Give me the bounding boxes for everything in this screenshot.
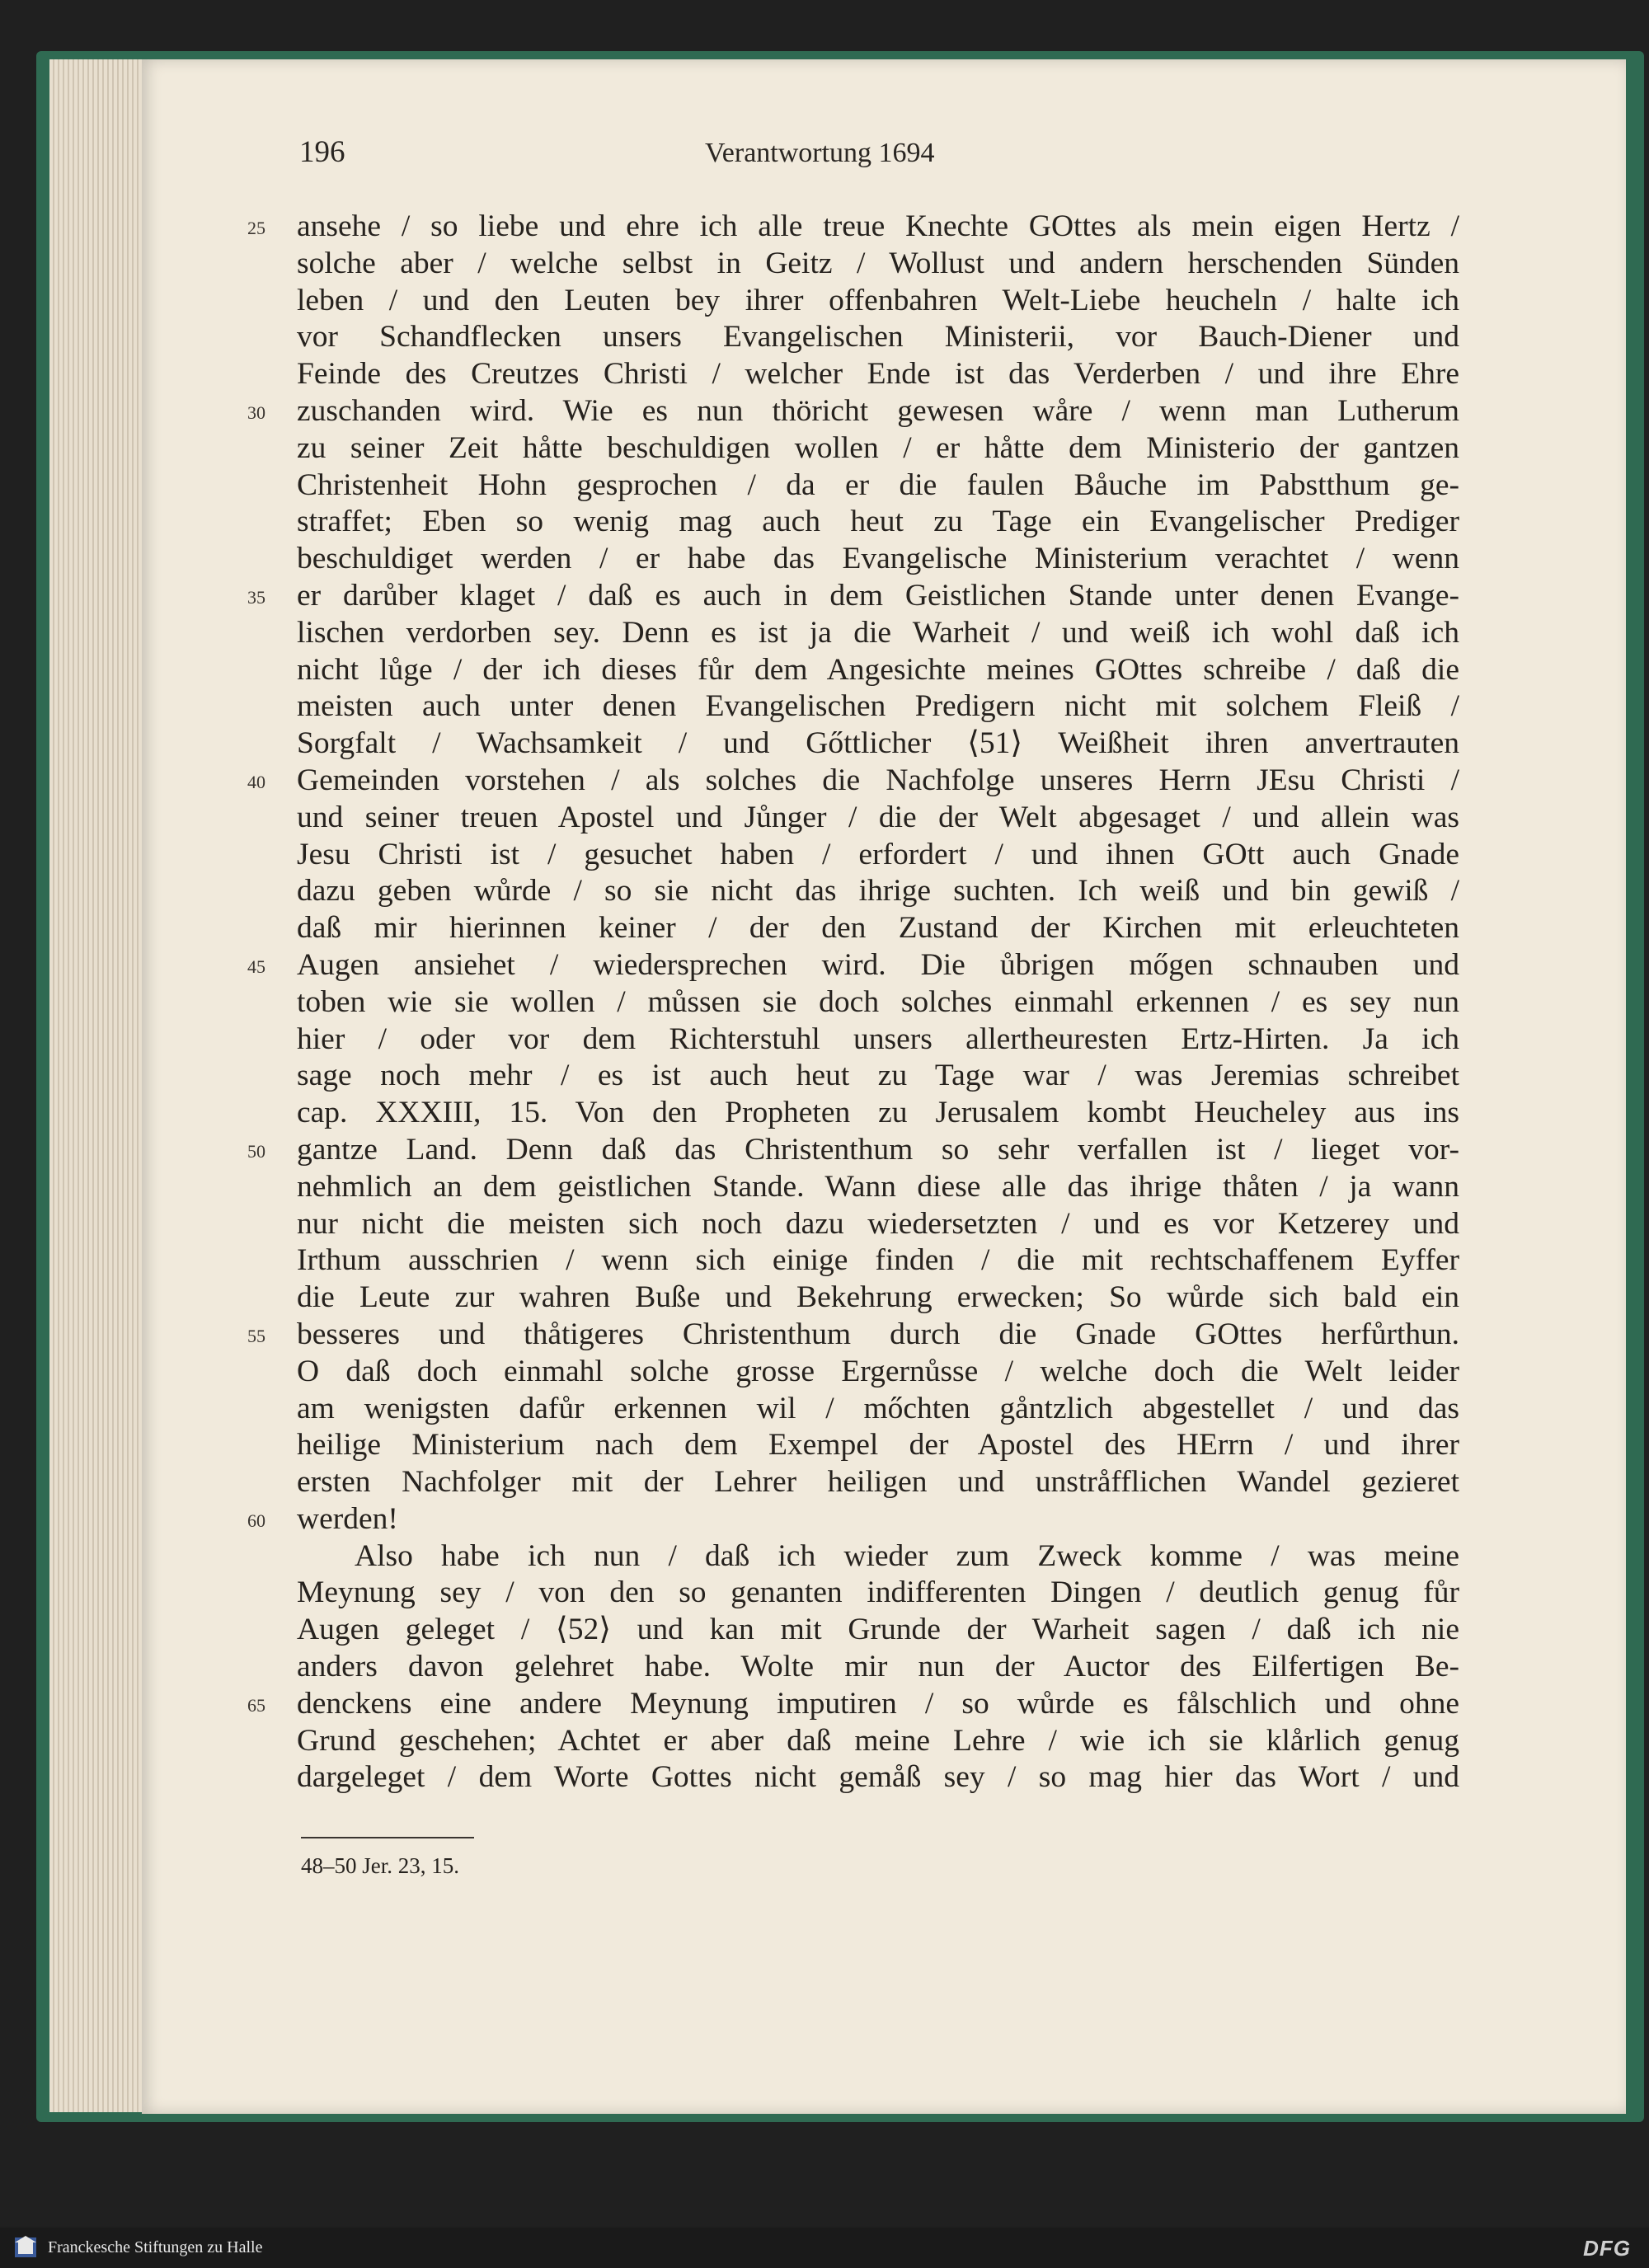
line-text: am wenigsten dafůr erkennen wil / mőchten gåntzlich abgestellet / und das (297, 1391, 1459, 1425)
text-line (297, 1058, 1459, 1095)
line-text: werden! (297, 1501, 398, 1536)
line-text: Gemeinden vorstehen / als solches die Nachfolge unseres Herrn JEsu Christi / (297, 763, 1459, 797)
institution-name: Franckesche Stiftungen zu Halle (48, 2238, 263, 2256)
page-header (0, 134, 1649, 184)
text-line (297, 837, 1459, 874)
line-text: besseres und thåtigeres Christenthum durch die Gnade GOttes herfůrthun. (297, 1317, 1459, 1351)
text-line (297, 800, 1459, 837)
line-text: vor Schandflecken unsers Evangelischen Ministerii, vor Bauch-Diener und (297, 320, 1459, 355)
line-text: anders davon gelehret habe. Wolte mir nun der Auctor des Eilfertigen Be- (297, 1650, 1459, 1684)
text-line (247, 763, 1459, 800)
line-text: cap. XXXIII, 15. Von den Propheten zu Jerusalem kombt Heucheley aus ins (297, 1096, 1459, 1130)
text-line (297, 1649, 1459, 1686)
text-line (297, 1464, 1459, 1501)
text-line (297, 467, 1459, 505)
line-number: 55 (247, 1325, 265, 1346)
line-text: gantze Land. Denn daß das Christenthum so sehr verfallen ist / lieget vor- (297, 1132, 1459, 1167)
line-text: dazu geben wůrde / so sie nicht das ihrige suchten. Ich weiß und bin gewiß / (297, 874, 1459, 909)
line-text: straffet; Eben so wenig mag auch heut zu Tage ein Evangelischer Prediger (297, 505, 1459, 539)
line-text: beschuldiget werden / er habe das Evangelische Ministerium verachtet / wenn (297, 542, 1459, 576)
text-line (247, 578, 1459, 615)
line-text: Jesu Christi ist / gesuchet haben / erfordert / und ihnen GOtt auch Gnade (297, 837, 1459, 871)
line-text: nicht lůge / der ich dieses fůr dem Angesichte meines GOttes schreibe / daß die (297, 652, 1459, 687)
line-text: toben wie sie wollen / můssen sie doch solches einmahl erkennen / es sey nun (297, 984, 1459, 1019)
line-number: 65 (247, 1694, 265, 1716)
line-text: Feinde des Creutzes Christi / welcher Ende ist das Verderben / und ihre Ehre (297, 357, 1459, 392)
line-text: heilige Ministerium nach dem Exempel der Apostel des HErrn / und ihrer (297, 1428, 1459, 1463)
page-number: 196 (299, 135, 345, 169)
text-line (297, 541, 1459, 578)
line-number: 40 (247, 771, 265, 792)
text-line (247, 1317, 1459, 1354)
text-line (297, 910, 1459, 947)
line-text: lischen verdorben sey. Denn es ist ja die Warheit / und weiß ich wohl daß ich (297, 615, 1459, 650)
line-text: und seiner treuen Apostel und Jůnger / die der Welt abgesaget / und allein was (297, 800, 1459, 834)
text-line (247, 947, 1459, 984)
text-line (297, 1391, 1459, 1428)
line-number: 35 (247, 586, 265, 608)
text-line (297, 725, 1459, 763)
text-line (247, 209, 1459, 246)
line-text: Christenheit Hohn gesprochen / da er die faulen Båuche im Pabstthum ge- (297, 467, 1459, 502)
text-line (297, 1354, 1459, 1391)
text-line (297, 873, 1459, 910)
text-line (297, 1206, 1459, 1243)
line-text: meisten auch unter denen Evangelischen Predigern nicht mit solchem Fleiß / (297, 689, 1459, 724)
line-text: nehmlich an dem geistlichen Stande. Wann diese alle das ihrige thåten / ja wann (297, 1169, 1459, 1204)
text-line (297, 1575, 1459, 1612)
line-text: Augen geleget / ⟨52⟩ und kan mit Grunde der Warheit sagen / daß ich nie (297, 1613, 1459, 1647)
text-line (297, 615, 1459, 652)
text-line (247, 1132, 1459, 1169)
running-title: Verantwortung 1694 (705, 138, 935, 168)
line-number: 60 (247, 1510, 265, 1531)
line-text: die Leute zur wahren Buße und Bekehrung erwecken; So wůrde sich bald ein (297, 1280, 1459, 1315)
line-text: zu seiner Zeit håtte beschuldigen wollen / er håtte dem Ministerio der gantzen (297, 430, 1459, 465)
line-text: Irthum ausschrien / wenn sich einige finden / die mit rechtschaffenem Eyffer (297, 1243, 1459, 1278)
footnote-rule (301, 1837, 474, 1838)
line-text: Also habe ich nun / daß ich wieder zum Zweck komme / was meine (355, 1538, 1459, 1573)
text-line (297, 504, 1459, 541)
text-line (297, 1280, 1459, 1317)
text-line (297, 652, 1459, 689)
footnote: 48–50 Jer. 23, 15. (301, 1853, 459, 1878)
line-number: 45 (247, 956, 265, 977)
line-number: 25 (247, 218, 265, 238)
text-line (297, 1095, 1459, 1132)
line-text: denckens eine andere Meynung imputiren / so wůrde es fålschlich und ohne (297, 1686, 1459, 1721)
text-line (297, 1759, 1459, 1796)
text-line (247, 1686, 1459, 1723)
text-line (297, 1612, 1459, 1649)
line-text: leben / und den Leuten bey ihrer offenbahren Welt-Liebe heucheln / halte ich (297, 283, 1459, 317)
line-text: solche aber / welche selbst in Geitz / Wollust und andern herschenden Sünden (297, 246, 1459, 280)
line-number: 50 (247, 1140, 265, 1162)
text-line (297, 984, 1459, 1021)
text-line (297, 1242, 1459, 1280)
line-text: ersten Nachfolger mit der Lehrer heiligen und unstråfflichen Wandel gezieret (297, 1465, 1459, 1500)
text-line (297, 1723, 1459, 1760)
text-line (297, 246, 1459, 283)
line-text: Sorgfalt / Wachsamkeit / und Gőttlicher ⟨51⟩ Weißheit ihren anvertrauten (297, 726, 1459, 761)
text-line (297, 1538, 1459, 1575)
text-line (297, 688, 1459, 725)
line-text: dargeleget / dem Worte Gottes nicht gemåß sey / so mag hier das Wort / und (297, 1760, 1459, 1795)
line-text: ansehe / so liebe und ehre ich alle treue Knechte GOttes als mein eigen Hertz / (297, 209, 1459, 243)
line-text: zuschanden wird. Wie es nun thöricht gewesen wåre / wenn man Lutherum (297, 393, 1459, 428)
text-line (297, 1021, 1459, 1059)
line-text: Augen ansiehet / wiedersprechen wird. Die ůbrigen mőgen schnauben und (297, 947, 1459, 982)
text-line (247, 393, 1459, 430)
line-text: Grund geschehen; Achtet er aber daß meine Lehre / wie ich sie klårlich genug (297, 1723, 1459, 1758)
line-text: Meynung sey / von den so genanten indifferenten Dingen / deutlich genug fůr (297, 1575, 1459, 1610)
text-line (297, 283, 1459, 320)
line-number: 30 (247, 401, 265, 423)
text-line (297, 430, 1459, 467)
line-text: hier / oder vor dem Richterstuhl unsers allertheuresten Ertz-Hirten. Ja ich (297, 1021, 1459, 1056)
text-line (297, 356, 1459, 393)
page-stack-edge (49, 59, 147, 2112)
text-line (297, 319, 1459, 356)
line-text: er darůber klaget / daß es auch in dem Geistlichen Stande unter denen Evange- (297, 578, 1459, 613)
line-text: O daß doch einmahl solche grosse Ergernůsse / welche doch die Welt leider (297, 1354, 1459, 1388)
line-text: nur nicht die meisten sich noch dazu wiedersetzten / und es vor Ketzerey und (297, 1206, 1459, 1241)
institution-logo-icon (13, 2234, 38, 2261)
line-text: daß mir hierinnen keiner / der den Zustand der Kirchen mit erleuchteten (297, 911, 1459, 946)
line-text: sage noch mehr / es ist auch heut zu Tage war / was Jeremias schreibet (297, 1059, 1459, 1093)
body-text (247, 209, 1459, 1796)
text-line (247, 1501, 1459, 1538)
text-line (297, 1169, 1459, 1206)
dfg-logo: DFG (1583, 2236, 1631, 2261)
text-line (297, 1427, 1459, 1464)
